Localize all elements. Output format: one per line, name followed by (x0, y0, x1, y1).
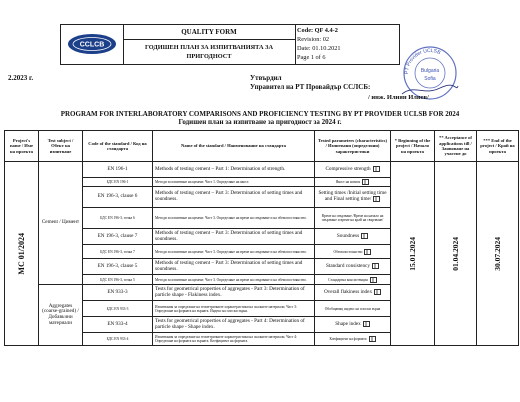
form-subtitle-line2: ПРИГОДНОСТ (186, 53, 232, 60)
std-name: Методи за изпитване на цимент. Част 1. Определяне на якост. (153, 178, 315, 187)
param-text: Overall flakiness index (323, 289, 373, 296)
param-text: Време на свързване /Време на начало на свързване и време на край на свързване/ (321, 214, 384, 222)
param-cell (315, 275, 391, 285)
param-cell (315, 162, 391, 178)
param-cell (315, 208, 391, 229)
calendar-icon (369, 336, 376, 342)
param-cell (315, 187, 391, 208)
project-name-cell (5, 162, 39, 346)
form-title-cell (123, 25, 296, 64)
std-name: Methods of testing cement – Part 3: Determination of setting times and soundness. (153, 229, 315, 245)
logo-cell (61, 25, 124, 64)
calendar-icon (362, 179, 369, 185)
program-title-bg: Годишен план за изпитване за пригодност за 2024 г. (178, 118, 342, 126)
calendar-icon (363, 321, 370, 327)
std-name: Методи за изпитване на цимент. Част 3. Определяне на време на свързване и на обемопостоянство. (153, 275, 315, 285)
begin-date: 15.01.2024 (407, 236, 417, 271)
param-text: Коефициент на формата (329, 336, 367, 341)
approver-signature-name: / инж. Илиян Илиев/ (368, 94, 429, 101)
param-cell (315, 317, 391, 333)
std-name: Methods of testing cement – Part 3: Determination of setting times and soundness. (153, 259, 315, 275)
project-name: MC 01/2024 (16, 232, 26, 275)
end-date-cell (477, 162, 519, 346)
param-text: Обобщаващ индекс на плоски зърна (324, 306, 381, 311)
calendar-icon (374, 289, 381, 295)
std-name: Methods of testing cement – Part 1: Determination of strength. (153, 162, 315, 178)
col-subject: Test subject / Обект на изпитване (39, 131, 83, 162)
end-date: 30.07.2024 (492, 236, 502, 271)
std-code: БДС EN 933-4 (83, 333, 153, 346)
form-subtitle (123, 40, 295, 61)
calendar-icon (373, 166, 380, 172)
param-text: Обемопостоянство (333, 249, 363, 254)
calendar-icon (373, 196, 380, 202)
col-code: Code of the standard / Код на стандарта (83, 131, 153, 162)
program-title-en: PROGRAM FOR INTERLABORATORY COMPARISONS AND PROFICIENCY TESTING BY PT PROVIDER UCLSB FOR 2024 (60, 110, 460, 118)
std-code: БДС EN 196-1 (83, 178, 153, 187)
param-text: Standard consistency (326, 263, 370, 270)
std-code: БДС EN 196-3, точка 6 (83, 208, 153, 229)
col-name: Name of the standard / Наименование на стандарта (153, 131, 315, 162)
param-cell (315, 259, 391, 275)
form-date: Date: 01.10.2021 (297, 45, 341, 52)
accept-date-cell (435, 162, 477, 346)
approver-position: Управител на PT Провайдър ССЛСБ: (250, 83, 371, 91)
form-meta (297, 26, 341, 62)
std-name: Tests for geometrical properties of aggregates - Part 4: Determination of particle shape - Shape index. (153, 317, 315, 333)
form-page: Page 1 of 6 (297, 54, 326, 61)
std-name: Methods of testing cement – Part 3: Determination of setting times and soundness. (153, 187, 315, 208)
calendar-icon (372, 263, 379, 269)
col-end: *** End of the project / Край на проекта (477, 131, 519, 162)
company-stamp-icon (400, 44, 460, 100)
uclsb-logo-icon (67, 33, 117, 55)
param-cell (315, 285, 391, 301)
subject-cement: Cement / Цимент (39, 162, 83, 285)
param-text: Shape index (335, 321, 361, 328)
param-text: Setting times /Initial setting time and Final setting time/ (318, 189, 387, 203)
std-name: Tests for geometrical properties of aggregates - Part 3: Determination of particle shape - Flakiness index. (153, 285, 315, 301)
col-params: Tested parameters (characteristics) / Изпитвани (определяни) характеристики (315, 131, 391, 162)
begin-date-cell (391, 162, 435, 346)
form-subtitle-line1: ГОДИШЕН ПЛАН ЗА ИЗПИТВАНИЯТА ЗА (144, 44, 274, 51)
stamp-arc-text: PT Provider UCLSB (403, 47, 442, 75)
std-name: Изпитвания за определяне на геометричните характеристики на скалните материали. Част 3: Определяне на формата на зърната. Индекс на плоски зърна. (153, 301, 315, 317)
param-cell (315, 301, 391, 317)
col-accept: ** Acceptance of applications till / Заявяване на участие до (435, 131, 477, 162)
std-code: БДС EN 196-3, точка 5 (83, 275, 153, 285)
std-code: EN 933-4 (83, 317, 153, 333)
param-text: Soundness (336, 233, 360, 240)
std-name: Методи за изпитване на цимент. Част 3. Определяне на време на свързване и на обемопостоянство. (153, 245, 315, 259)
std-name: Методи за изпитване на цимент. Част 3. Определяне на време на свързване и на обемопостоянство. (153, 208, 315, 229)
param-cell (315, 229, 391, 245)
col-begin: * Beginning of the project / Начало на проекта (391, 131, 435, 162)
form-revision: Revision: 02 (297, 36, 330, 43)
param-text: Якост на натиск (335, 179, 361, 184)
logo-text: CCLCB (79, 41, 105, 49)
form-code: Code: QF 4.4-2 (297, 27, 338, 34)
std-code: EN 196-1 (83, 162, 153, 178)
param-cell (315, 245, 391, 259)
col-project: Project's name / Име на проекта (5, 131, 39, 162)
stamp-middle-text: Bulgaria (420, 68, 440, 74)
program-table (4, 130, 519, 346)
calendar-icon (364, 249, 371, 255)
std-code: EN 933-3 (83, 285, 153, 301)
accept-date: 01.04.2024 (450, 236, 460, 271)
stamp-bottom-text: Sofia (424, 76, 436, 82)
table-header-row (5, 131, 519, 162)
form-title: QUALITY FORM (123, 25, 295, 40)
document-date: 2.2023 г. (8, 74, 34, 82)
std-code: БДС EN 196-3, точка 7 (83, 245, 153, 259)
param-text: Стандартна консистенция (328, 277, 368, 282)
param-cell (315, 333, 391, 346)
param-text: Compressive strength (325, 166, 371, 173)
subject-aggregates: Aggregates (coarse-grained) / Добавъчни материали (39, 285, 83, 346)
table-row (5, 162, 519, 178)
std-code: БДС EN 933-3 (83, 301, 153, 317)
std-code: EN 196-3, clause 7 (83, 229, 153, 245)
std-code: EN 196-3, clause 5 (83, 259, 153, 275)
calendar-icon (361, 233, 368, 239)
calendar-icon (370, 277, 377, 283)
param-cell (315, 178, 391, 187)
std-code: EN 196-3, clause 6 (83, 187, 153, 208)
form-header-box (60, 24, 400, 65)
approved-by-label: Утвърдил (250, 74, 282, 82)
std-name: Изпитвания за определяне на геометричните характеристики на скалните материали. Част 4: Определяне на формата на зърната. Коефициент на формата. (153, 333, 315, 346)
